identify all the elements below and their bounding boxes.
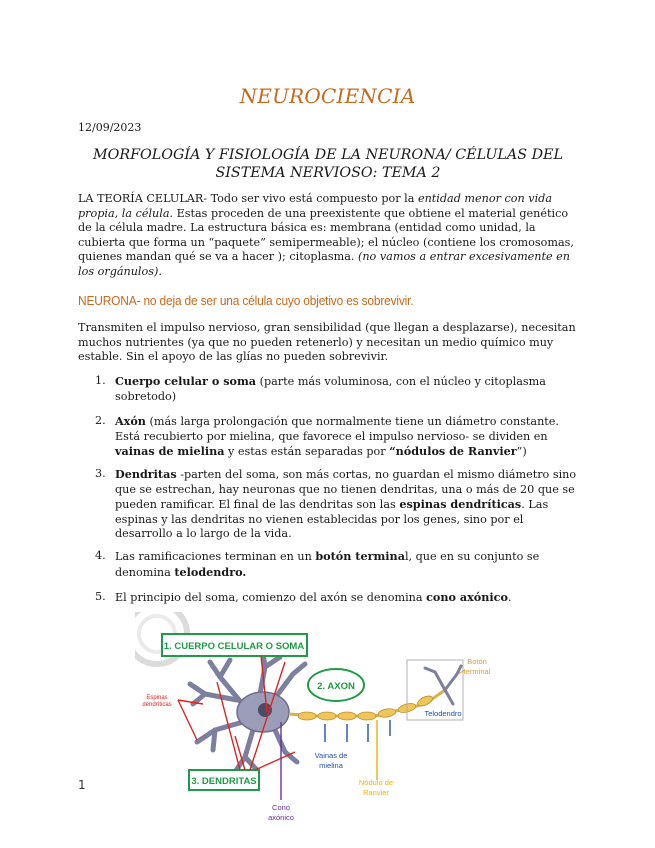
vainas-label-1: Vainas de	[314, 751, 348, 760]
page-number: 1	[78, 778, 86, 792]
espinas-label-2: dendríticas	[142, 702, 172, 708]
document-date: 12/09/2023	[78, 121, 142, 134]
boton-label-2: terminal	[463, 667, 491, 676]
espinas-label-1: Espinas	[146, 695, 168, 701]
document-subtitle: MORFOLOGÍA Y FISIOLOGÍA DE LA NEURONA/ CÉLULAS DEL SISTEMA NERVIOSO: TEMA 2	[93, 147, 563, 181]
cuerpo-label: 1. CUERPO CELULAR O SOMA	[163, 641, 305, 652]
nodulo-label-2: Ranvier	[363, 788, 389, 797]
neuron-diagram	[135, 612, 495, 830]
cono-label-1: Cono	[272, 803, 290, 812]
neurona-heading: NEURONA- no deja de ser una célula cuyo objetivo es sobrevivir.	[78, 293, 414, 308]
cono-label-2: axónico	[268, 813, 294, 822]
intro-lead: LA TEORÍA CELULAR	[78, 192, 204, 205]
axon-label: 2. AXON	[317, 681, 355, 692]
transmiten-paragraph: Transmiten el impulso nervioso, gran sensibilidad (que llegan a desplazarse), necesitan muchos nutrientes (ya que no pueden retenerlo) y necesitan un medio químico muy estable. Sin el apoyo de las glías no pueden sobrevivir.	[78, 321, 576, 363]
vainas-label-2: mielina	[319, 761, 343, 770]
dendritas-label: 3. DENDRITAS	[191, 776, 257, 787]
document-page: NEUROCIENCIA 12/09/2023 MORFOLOGÍA Y FISIOLOGÍA DE LA NEURONA/ CÉLULAS DEL SISTEMA NERVIOSO: TEMA 2 LA TEORÍA CELULAR- Todo ser vivo está compuesto por la entidad menor con vida propia, la célula. Estas proceden de una preexistente que obtiene el material genético de la célula madre. La estructura básica es: membrana (entidad como unidad, la cubierta que forma un “paquete” semipermeable); el núcleo (contiene los cromosomas, quienes mandan qué se va a hacer ); citoplasma. (no vamos a entrar excesivamente en los orgánulos). NEURONA- no deja de ser una célula cuyo objetivo es sobrevivir. Transmiten el impulso nervioso, gran sensibilidad (que llegan a desplazarse), necesitan muchos nutrientes (ya que no pueden retenerlo) y necesitan un medio químico muy estable. Sin el apoyo de las glías no pueden sobrevivir. 1. Cuerpo celular o soma (parte más voluminosa, con el núcleo y citoplasma sobretodo) 2. Axón (más larga prolongación que normalmente tiene un diámetro constante. Está recubierto por mielina, que favorece el impulso nervioso- se dividen en vainas de mielina y estas están separadas por “nódulos de Ranvier”) 3. Dendritas -parten del soma, son más cortas, no guardan el mismo diámetro sino que se estrechan, hay neuronas que no tienen dendritas, una o más de 20 que se pueden ramificar. El final de las dendritas son las espinas dendríticas. Las espinas y las dendritas no vienen establecidas por los genes, sino por el desarrollo a lo largo de la vida. 4. Las ramificaciones terminan en un botón terminal, que en su conjunto se denomina telodendro. 5. El principio del soma, comienzo del axón se denomina cono axónico. 1. CUERPO CELULAR O SOMA 2. AXON 3. DENDRITAS Espinas dendríticas Botón terminal Telodendro Vainas de mielina Nódulo de Ranvier Cono axónico 1	[0, 0, 655, 848]
nodulo-label-1: Nódulo de	[358, 778, 394, 787]
intro-paragraph: LA TEORÍA CELULAR- Todo ser vivo está compuesto por la entidad menor con vida propia, la célula. Estas proceden de una preexistente que obtiene el material genético de la célula madre. La estructura básica es: membrana (entidad como unidad, la cubierta que forma un “paquete” semipermeable); el núcleo (contiene los cromosomas, quienes mandan qué se va a hacer ); citoplasma. (no vamos a entrar excesivamente en los orgánulos).	[78, 192, 574, 278]
telodendro-label: Telodendro	[424, 709, 462, 718]
boton-label-1: Botón	[467, 657, 487, 666]
blue-arrows	[325, 720, 390, 742]
document-title: NEUROCIENCIA	[239, 84, 416, 108]
